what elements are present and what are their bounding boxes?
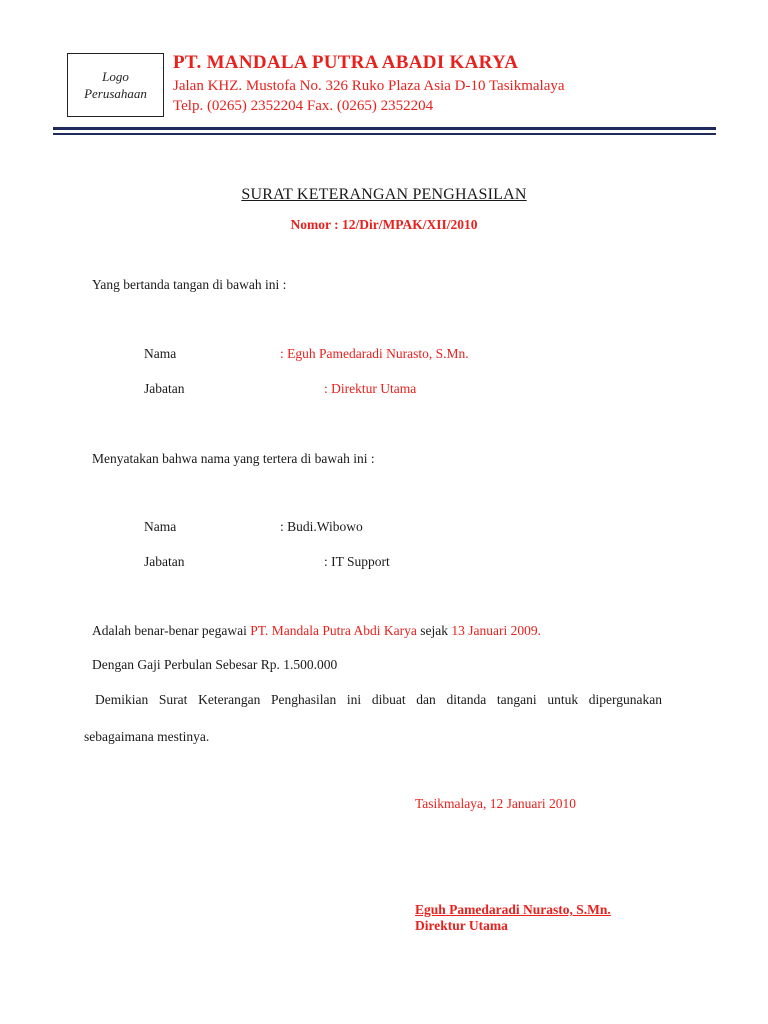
header-divider-thick [53, 127, 716, 130]
logo-line-1: Logo [102, 69, 129, 84]
employee-name-value: : Budi.Wibowo [280, 519, 363, 534]
employment-start-date: 13 Januari 2009. [451, 623, 541, 638]
statement-paragraph: Menyatakan bahwa nama yang tertera di bawah ini : [92, 451, 375, 466]
intro-paragraph: Yang bertanda tangan di bawah ini : [92, 277, 287, 292]
employment-prefix: Adalah benar-benar pegawai [92, 623, 251, 638]
place-date: Tasikmalaya, 12 Januari 2010 [415, 796, 577, 811]
employment-company: PT. Mandala Putra Abdi Karya [250, 623, 417, 638]
company-address: Jalan KHZ. Mustofa No. 326 Ruko Plaza Asia D-10 Tasikmalaya [173, 78, 565, 94]
company-name: PT. MANDALA PUTRA ABADI KARYA [173, 52, 519, 73]
header-divider-thin [53, 133, 716, 135]
signer-name-label: Nama [144, 346, 177, 361]
employee-position-value: : IT Support [324, 554, 390, 569]
signer-position-value: : Direktur Utama [324, 381, 417, 396]
company-phone-fax: Telp. (0265) 2352204 Fax. (0265) 2352204 [173, 98, 434, 114]
signer-position-label: Jabatan [144, 381, 185, 396]
employment-paragraph [92, 623, 541, 639]
letter-number: Nomor : 12/Dir/MPAK/XII/2010 [290, 217, 478, 232]
closing-paragraph-line-2: sebagaimana mestinya. [84, 729, 210, 744]
salary-paragraph: Dengan Gaji Perbulan Sebesar Rp. 1.500.000 [92, 657, 338, 672]
signer-name-value: : Eguh Pamedaradi Nurasto, S.Mn. [280, 346, 469, 361]
employment-middle: sejak [416, 623, 452, 638]
signature-title: Direktur Utama [415, 918, 508, 933]
logo-line-2: Perusahaan [84, 86, 147, 101]
employee-position-label: Jabatan [144, 554, 185, 569]
letter-title: SURAT KETERANGAN PENGHASILAN [241, 186, 527, 203]
closing-paragraph-line-1: Demikian Surat Keterangan Penghasilan ini dibuat dan ditanda tangani untuk dipergunakan [95, 692, 662, 707]
company-logo-placeholder [67, 53, 164, 117]
employee-name-label: Nama [144, 519, 177, 534]
signature-name: Eguh Pamedaradi Nurasto, S.Mn. [415, 902, 611, 917]
